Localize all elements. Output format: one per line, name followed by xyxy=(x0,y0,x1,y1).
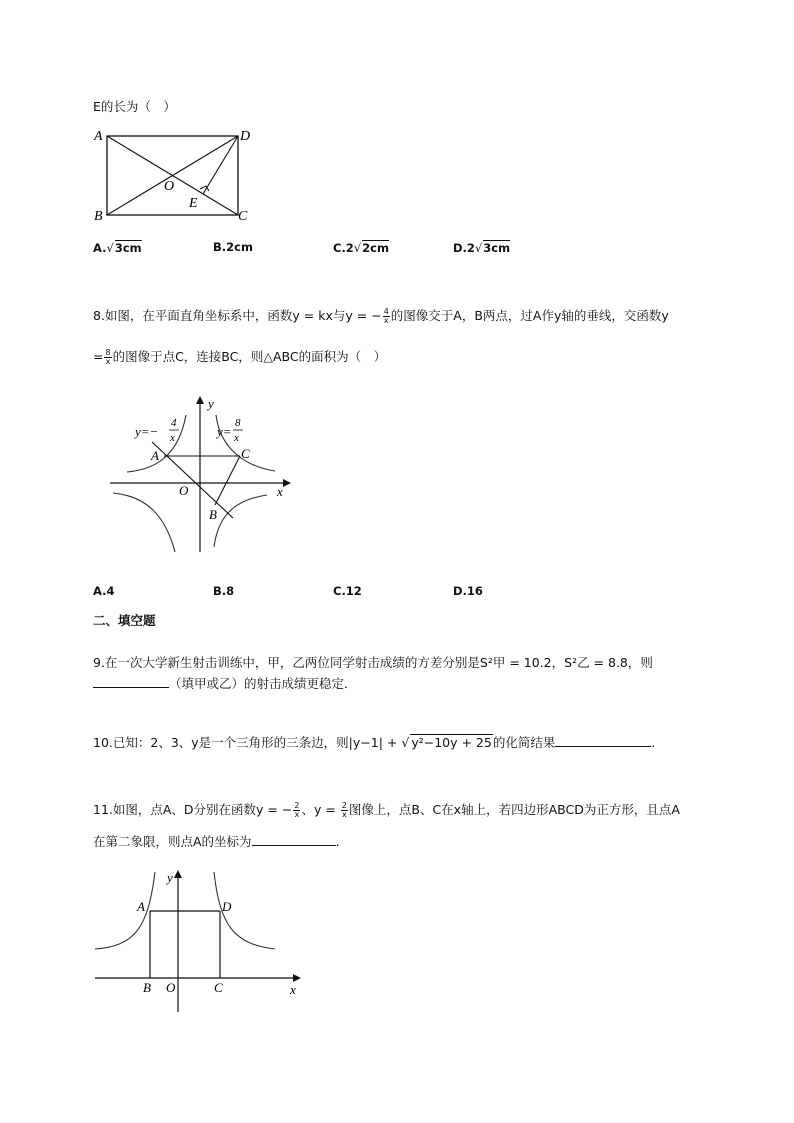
q10-answer-blank[interactable] xyxy=(555,733,651,747)
q8-option-d[interactable]: D.16 xyxy=(453,584,483,598)
q8-fraction-4-over-x: $\frac{4}{x}$ xyxy=(383,307,389,325)
q7-option-d[interactable]: D.2√3cm xyxy=(453,241,511,255)
q11-stem-line1: 11.如图，点A、D分别在函数y = − $\frac{2}{x}$ 、y = $\frac{2}{x}$ 图像上，点B、C在x轴上，若四边形ABCD为正方形，且点A xyxy=(93,801,680,819)
q11-label-x: x xyxy=(290,982,296,997)
section-title-fill-blank: 二、填空题 xyxy=(93,613,156,628)
q11-stem-line2: 在第二象限，则点A的坐标为 . xyxy=(93,834,340,849)
q7-stem-tail: E的长为（ ） xyxy=(93,99,176,114)
q8-label-a: A xyxy=(151,448,159,463)
q9-stem-line2: （填甲或乙）的射击成绩更稳定． xyxy=(93,674,357,692)
q7-option-c[interactable]: C.2√2cm xyxy=(333,241,389,255)
q11-label-d: D xyxy=(222,899,232,914)
q10-stem: 10.已知：2、3、y是一个三角形的三条边，则|y−1| + √ y²−10y + 25的化简结果 . xyxy=(93,735,656,750)
q8-stem-line1: 8.如图，在平面直角坐标系中，函数y = kx与y = − $\frac{4}{x}$ 的图像交于A，B两点，过A作y轴的垂线，交函数y xyxy=(93,307,669,325)
q8-label-o: O xyxy=(179,483,189,498)
q10-radicand: y²−10y + 25 xyxy=(411,735,492,750)
q8-label-eq-left: y=− xyxy=(135,424,159,439)
q11-label-a: A xyxy=(137,899,145,914)
q8-option-c[interactable]: C.12 xyxy=(333,584,362,598)
q7-label-e: E xyxy=(189,196,198,211)
q11-label-o: O xyxy=(166,980,176,995)
q7-rectangle-figure xyxy=(90,125,260,225)
q8-label-eq-left-den: x xyxy=(170,432,175,444)
q7-option-a[interactable]: A.√3cm xyxy=(93,241,142,255)
q8-label-x: x xyxy=(277,484,283,499)
q11-square-figure xyxy=(90,866,310,1016)
q7-label-c: C xyxy=(238,209,248,224)
q8-stem-line2: = $\frac{8}{x}$ 的图像于点C，连接BC，则△ABC的面积为（ ） xyxy=(93,348,387,366)
q8-fraction-8-over-x: $\frac{8}{x}$ xyxy=(105,348,111,366)
q7-option-b[interactable]: B.2cm xyxy=(213,240,253,254)
q11-label-y: y xyxy=(167,870,173,885)
q11-label-c: C xyxy=(214,980,223,995)
q8-label-y: y xyxy=(208,396,214,411)
q8-hyperbola-figure xyxy=(105,392,295,557)
q8-label-eq-right: y= xyxy=(217,424,232,439)
q7-label-a: A xyxy=(94,129,103,144)
q9-answer-blank[interactable] xyxy=(93,674,169,688)
q8-label-eq-left-num: 4 xyxy=(171,417,177,429)
q8-label-eq-right-num: 8 xyxy=(235,417,241,429)
q7-label-o: O xyxy=(164,179,175,194)
q8-option-b[interactable]: B.8 xyxy=(213,584,235,598)
q7-label-b: B xyxy=(94,209,103,224)
q7-label-d: D xyxy=(240,129,251,144)
q9-stem-line1: 9.在一次大学新生射击训练中，甲，乙两位同学射击成绩的方差分别是S²甲 = 10.2，S²乙 = 8.8，则 xyxy=(93,655,653,670)
q8-label-c: C xyxy=(241,446,250,461)
q11-fraction-2-over-x-neg: $\frac{2}{x}$ xyxy=(294,801,300,819)
q8-option-a[interactable]: A.4 xyxy=(93,584,115,598)
q8-label-eq-right-den: x xyxy=(234,432,239,444)
q11-answer-blank[interactable] xyxy=(252,832,336,846)
q11-label-b: B xyxy=(143,980,151,995)
q8-label-b: B xyxy=(209,507,217,522)
q11-fraction-2-over-x: $\frac{2}{x}$ xyxy=(341,801,347,819)
